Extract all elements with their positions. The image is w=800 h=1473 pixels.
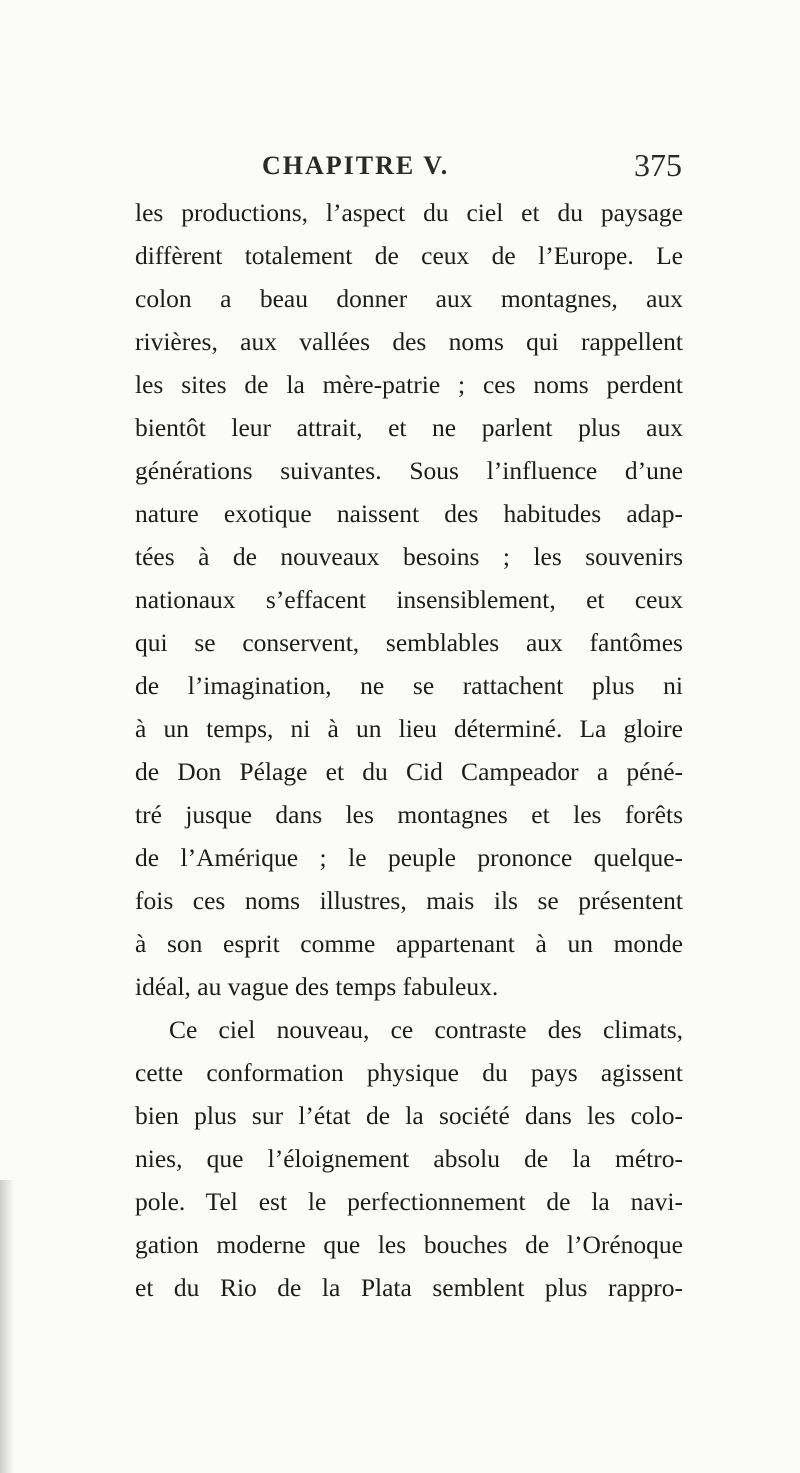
text-line: à son esprit comme appartenant à un monde [135, 929, 683, 958]
text-line: de l’Amérique ; le peuple prononce quelque- [135, 843, 683, 872]
page-edge-shadow [0, 1180, 14, 1473]
paragraph-2 [135, 1008, 683, 1309]
text-line: cette conformation physique du pays agissent [135, 1058, 683, 1087]
text-line: diffèrent totalement de ceux de l’Europe. Le [135, 241, 683, 270]
text-line: de Don Pélage et du Cid Campeador a péné- [135, 757, 683, 786]
text-line: nies, que l’éloignement absolu de la métro- [135, 1144, 683, 1173]
running-title: CHAPITRE V. [262, 151, 450, 180]
text-line: les productions, l’aspect du ciel et du paysage [135, 198, 683, 227]
text-line: bien plus sur l’état de la société dans les colo- [135, 1101, 683, 1130]
text-line: rivières, aux vallées des noms qui rappellent [135, 327, 683, 356]
paragraph-1 [135, 191, 683, 1008]
text-line: nationaux s’effacent insensiblement, et ceux [135, 585, 683, 614]
page-header [262, 147, 682, 191]
text-line: Ce ciel nouveau, ce contraste des climats, [169, 1015, 683, 1044]
text-line: idéal, au vague des temps fabuleux. [135, 972, 499, 1001]
page-number: 375 [634, 147, 682, 183]
text-line: fois ces noms illustres, mais ils se présentent [135, 886, 683, 915]
text-line: colon a beau donner aux montagnes, aux [135, 284, 683, 313]
text-line: gation moderne que les bouches de l’Orénoque [135, 1230, 683, 1259]
body-text [135, 191, 683, 1309]
text-line: qui se conservent, semblables aux fantômes [135, 628, 683, 657]
text-line: de l’imagination, ne se rattachent plus ni [135, 671, 683, 700]
text-line: et du Rio de la Plata semblent plus rappro- [135, 1273, 683, 1302]
text-line: les sites de la mère-patrie ; ces noms perdent [135, 370, 683, 399]
text-line: nature exotique naissent des habitudes adap- [135, 499, 683, 528]
text-line: tré jusque dans les montagnes et les forêts [135, 800, 683, 829]
text-line: à un temps, ni à un lieu déterminé. La gloire [135, 714, 683, 743]
text-line: pole. Tel est le perfectionnement de la navi- [135, 1187, 683, 1216]
text-line: bientôt leur attrait, et ne parlent plus aux [135, 413, 683, 442]
text-line: générations suivantes. Sous l’influence d’une [135, 456, 683, 485]
text-line: tées à de nouveaux besoins ; les souvenirs [135, 542, 683, 571]
